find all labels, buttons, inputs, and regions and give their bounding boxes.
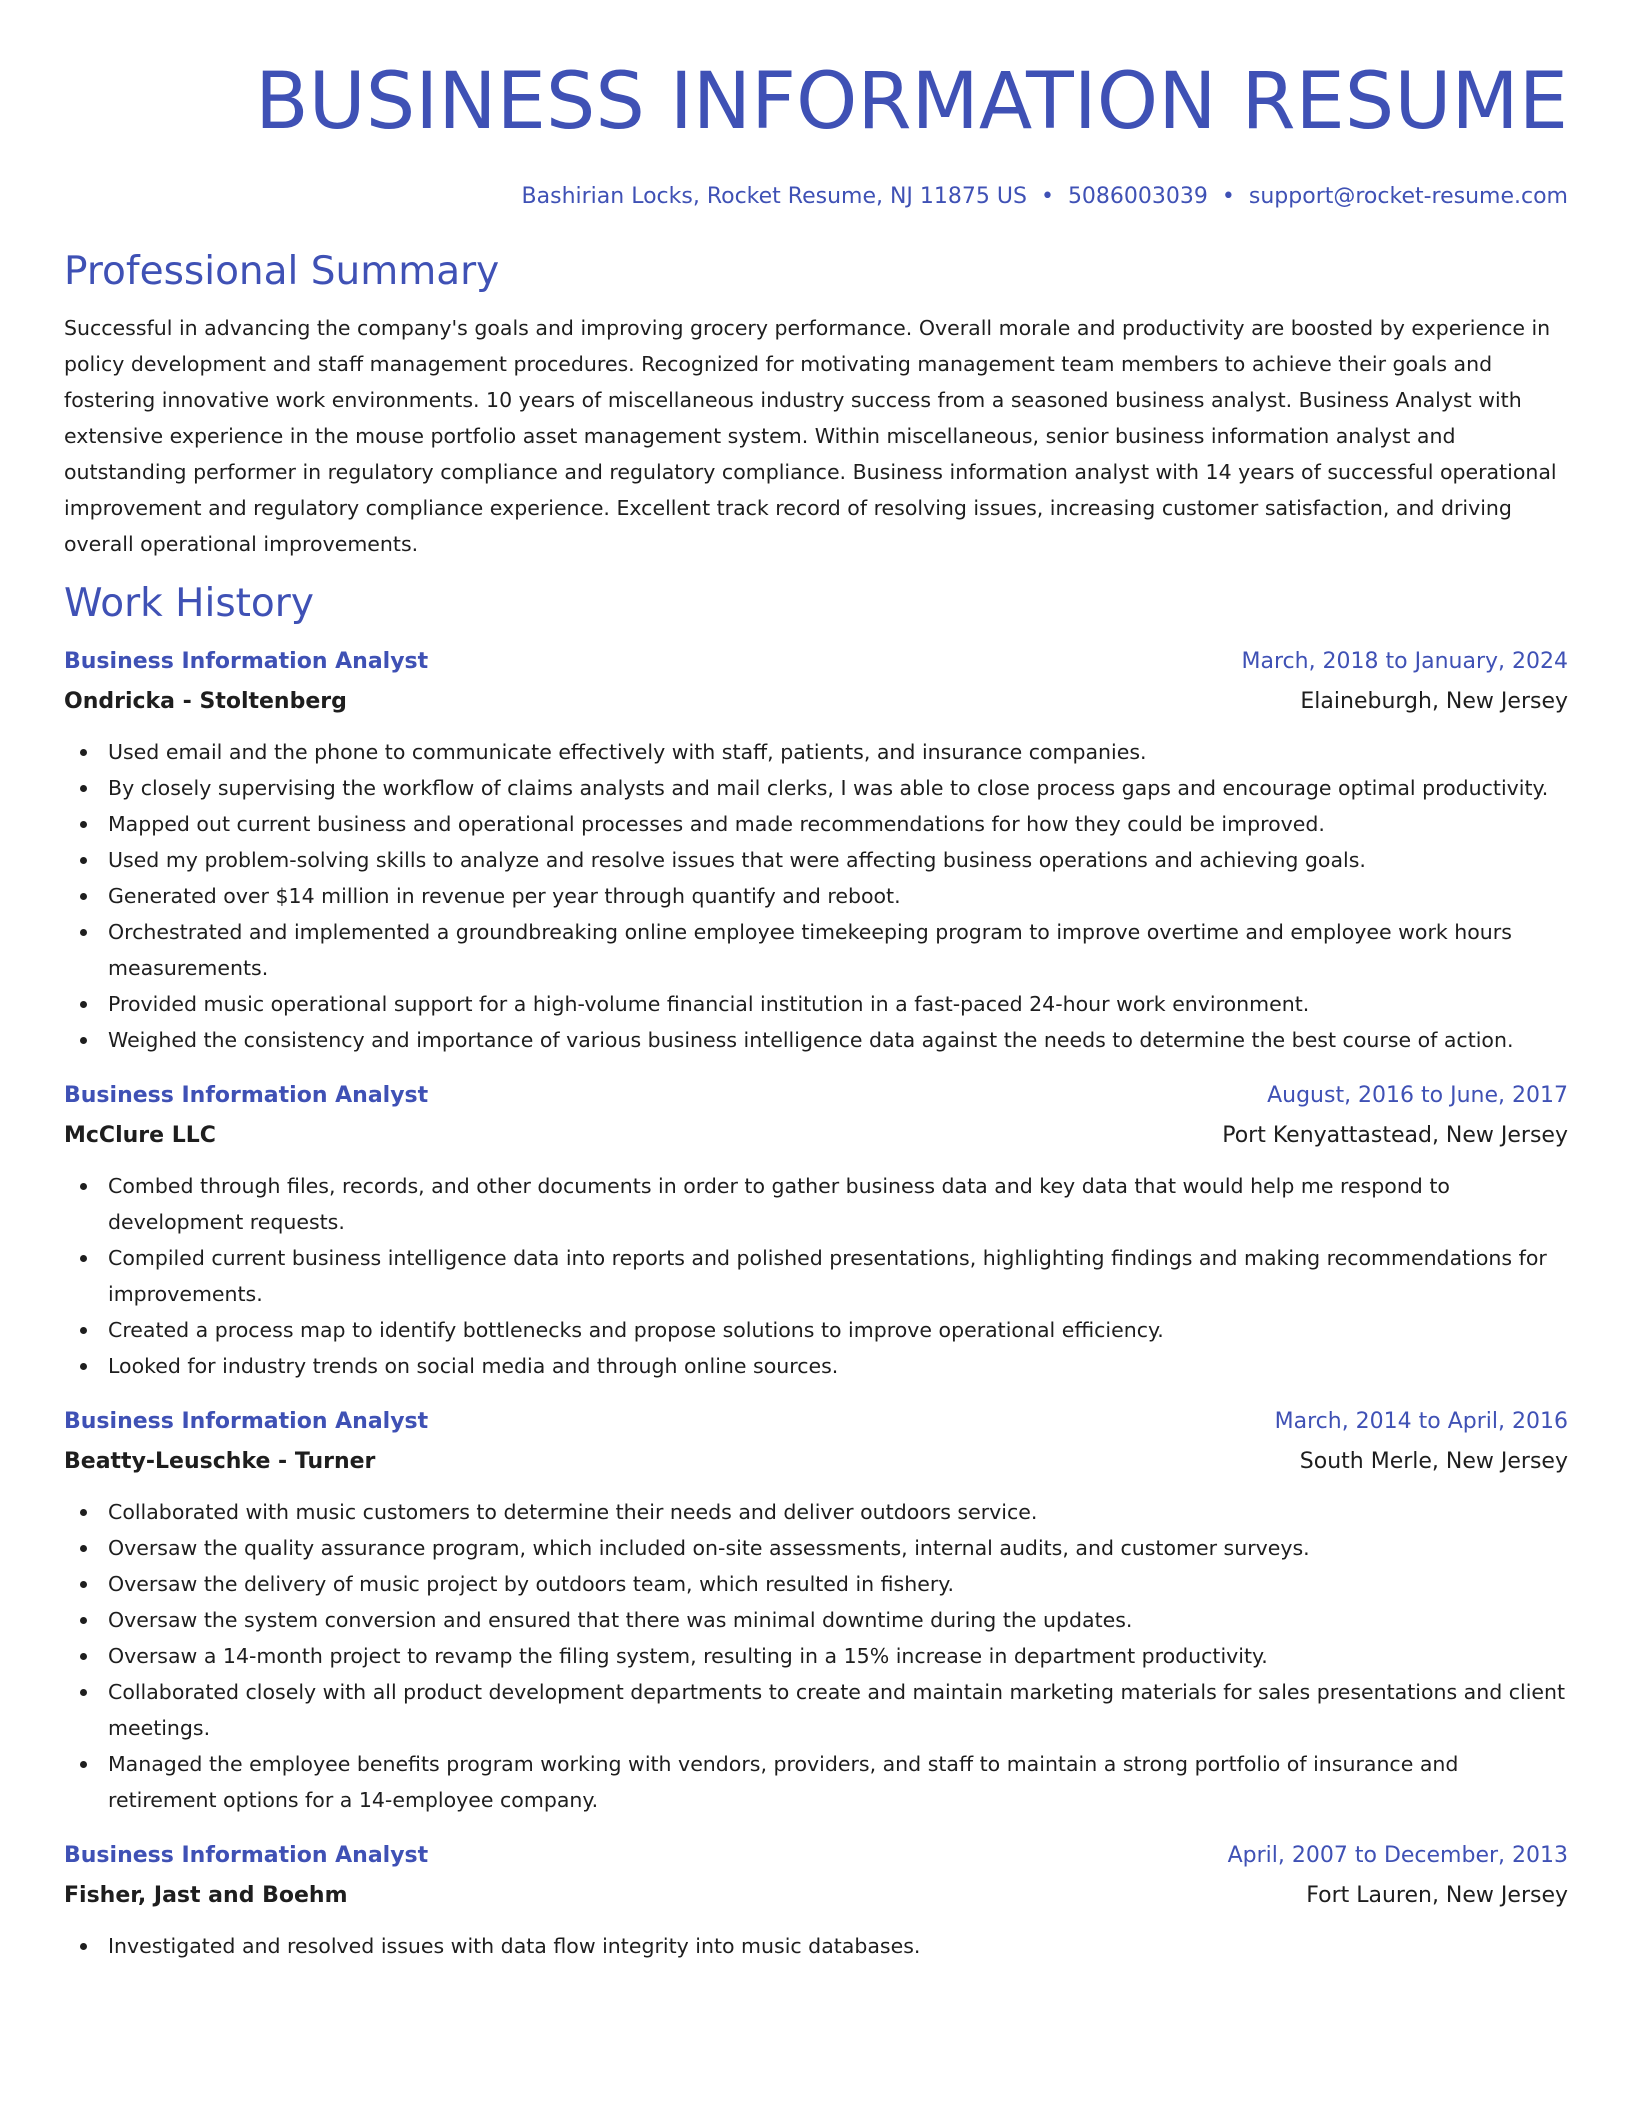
job-duty: Generated over $14 million in revenue per year through quantify and reboot. (108, 878, 1568, 914)
job-dates: April, 2007 to December, 2013 (1227, 1843, 1568, 1868)
job-dates: March, 2014 to April, 2016 (1274, 1409, 1568, 1434)
job-location: Port Kenyattastead, New Jersey (1222, 1123, 1568, 1148)
work-history-heading: Work History (64, 581, 314, 626)
job-location: Fort Lauren, New Jersey (1306, 1883, 1568, 1908)
job-duty: Oversaw the system conversion and ensured that there was minimal downtime during the updates. (108, 1602, 1568, 1638)
job-duties-list (64, 734, 1568, 1058)
job-company-row (64, 1442, 1568, 1482)
job-duties-list (64, 1494, 1568, 1818)
job-company-row (64, 1116, 1568, 1156)
job-duty: By closely supervising the workflow of claims analysts and mail clerks, I was able to close process gaps and encourage optimal productivity. (108, 770, 1568, 806)
job-duties-list (64, 1168, 1568, 1384)
job-header-row (64, 1402, 1568, 1442)
contact-address: Bashirian Locks, Rocket Resume, NJ 11875 US (521, 184, 1027, 209)
job-duty: Looked for industry trends on social media and through online sources. (108, 1348, 1568, 1384)
job-header-row (64, 1836, 1568, 1876)
job-duty: Used email and the phone to communicate effectively with staff, patients, and insurance companies. (108, 734, 1568, 770)
job-company-row (64, 682, 1568, 722)
job-title: Business Information Analyst (64, 1409, 429, 1434)
contact-separator: • (1221, 184, 1235, 209)
job-entry (64, 1402, 1568, 1818)
job-entry (64, 642, 1568, 1058)
contact-line (64, 182, 1568, 212)
job-duty: Investigated and resolved issues with data flow integrity into music databases. (108, 1928, 1568, 1964)
job-entry (64, 1076, 1568, 1384)
contact-phone: 5086003039 (1067, 184, 1208, 209)
job-company: Fisher, Jast and Boehm (64, 1883, 348, 1908)
resume-title: BUSINESS INFORMATION RESUME (255, 57, 1568, 147)
job-duties-list (64, 1928, 1568, 1964)
job-duty: Oversaw the delivery of music project by outdoors team, which resulted in fishery. (108, 1566, 1568, 1602)
job-duty: Collaborated with music customers to determine their needs and deliver outdoors service. (108, 1494, 1568, 1530)
job-duty: Collaborated closely with all product development departments to create and maintain marketing materials for sales presentations and client meetings. (108, 1674, 1568, 1746)
job-duty: Mapped out current business and operational processes and made recommendations for how they could be improved. (108, 806, 1568, 842)
job-duty: Used my problem-solving skills to analyze and resolve issues that were affecting business operations and achieving goals. (108, 842, 1568, 878)
job-duty: Provided music operational support for a high-volume financial institution in a fast-paced 24-hour work environment. (108, 986, 1568, 1022)
contact-separator: • (1040, 184, 1054, 209)
contact-email: support@rocket-resume.com (1248, 184, 1568, 209)
job-company: McClure LLC (64, 1123, 216, 1148)
job-duty: Created a process map to identify bottlenecks and propose solutions to improve operational efficiency. (108, 1312, 1568, 1348)
summary-text: Successful in advancing the company's goals and improving grocery performance. Overall morale and productivity are boosted by experience in policy development and staff management procedures. Recognized for motivating management team members to achieve their goals and fostering innovative work environments. 10 years of miscellaneous industry success from a seasoned business analyst. Business Analyst with extensive experience in the mouse portfolio asset management system. Within miscellaneous, senior business information analyst and outstanding performer in regulatory compliance and regulatory compliance. Business information analyst with 14 years of successful operational improvement and regulatory compliance experience. Excellent track record of resolving issues, increasing customer satisfaction, and driving overall operational improvements. (64, 316, 1557, 556)
job-entry (64, 1836, 1568, 1964)
summary-heading: Professional Summary (64, 249, 500, 294)
job-duty: Compiled current business intelligence data into reports and polished presentations, highlighting findings and making recommendations for improvements. (108, 1240, 1568, 1312)
job-company: Beatty-Leuschke - Turner (64, 1449, 376, 1474)
job-duty: Orchestrated and implemented a groundbreaking online employee timekeeping program to improve overtime and employee work hours measurements. (108, 914, 1568, 986)
job-dates: March, 2018 to January, 2024 (1241, 649, 1568, 674)
job-title: Business Information Analyst (64, 1083, 429, 1108)
job-header-row (64, 1076, 1568, 1116)
job-duty: Oversaw a 14-month project to revamp the filing system, resulting in a 15% increase in department productivity. (108, 1638, 1568, 1674)
job-title: Business Information Analyst (64, 1843, 429, 1868)
job-dates: August, 2016 to June, 2017 (1267, 1083, 1568, 1108)
job-location: South Merle, New Jersey (1299, 1449, 1568, 1474)
job-company: Ondricka - Stoltenberg (64, 689, 347, 714)
job-company-row (64, 1876, 1568, 1916)
job-duty: Combed through files, records, and other documents in order to gather business data and key data that would help me respond to development requests. (108, 1168, 1568, 1240)
job-duty: Weighed the consistency and importance of various business intelligence data against the needs to determine the best course of action. (108, 1022, 1568, 1058)
job-location: Elaineburgh, New Jersey (1300, 689, 1568, 714)
job-duty: Oversaw the quality assurance program, which included on-site assessments, internal audits, and customer surveys. (108, 1530, 1568, 1566)
job-title: Business Information Analyst (64, 649, 429, 674)
resume-page (64, 0, 1568, 1964)
job-duty: Managed the employee benefits program working with vendors, providers, and staff to maintain a strong portfolio of insurance and retirement options for a 14-employee company. (108, 1746, 1568, 1818)
job-header-row (64, 642, 1568, 682)
